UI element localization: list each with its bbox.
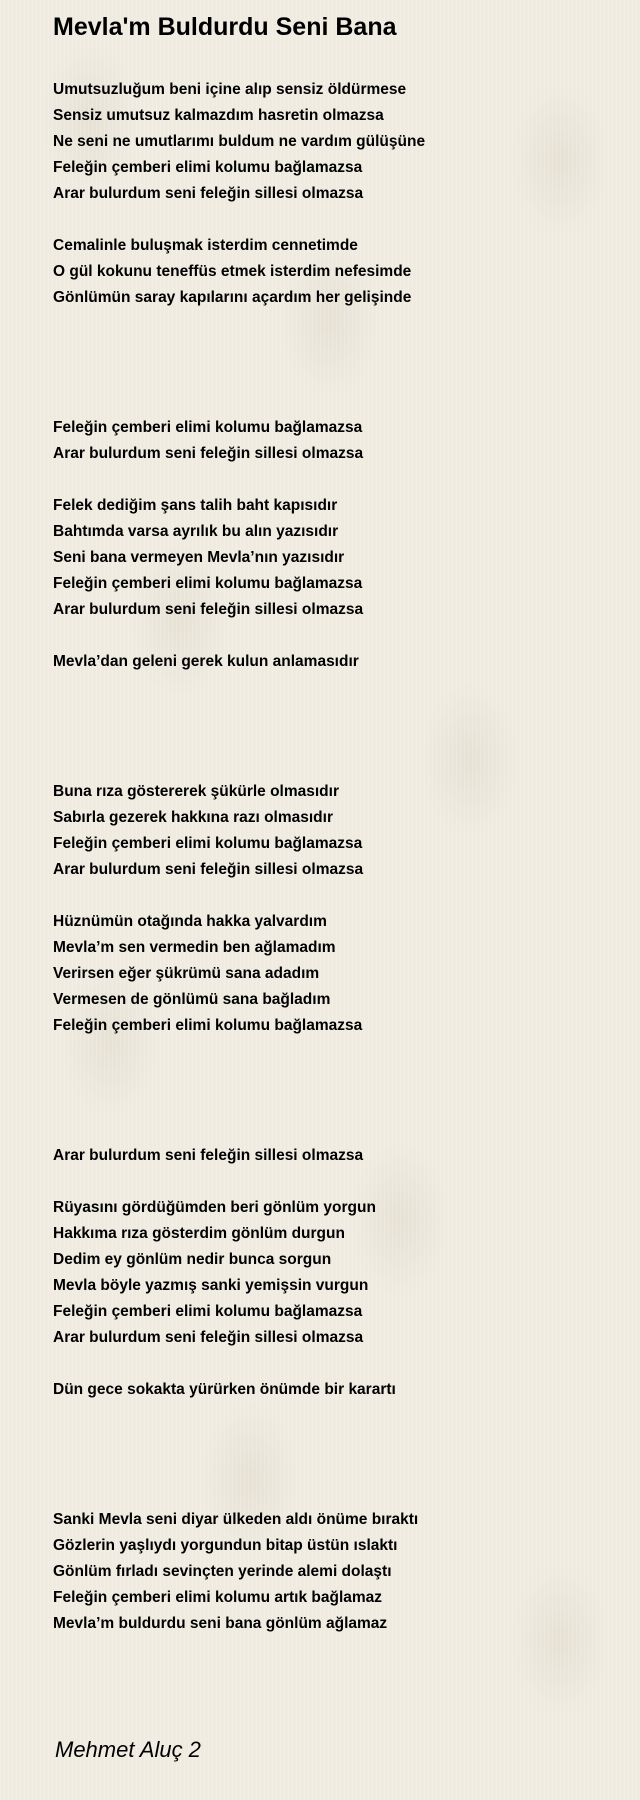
poem-line: Mevla’dan geleni gerek kulun anlamasıdır — [53, 653, 359, 670]
poem-line: Seni bana vermeyen Mevla’nın yazısıdır — [53, 549, 345, 566]
blank-line — [53, 363, 613, 389]
poem-line: Gönlümün saray kapılarını açardım her gelişinde — [53, 289, 412, 306]
blank-line — [53, 675, 613, 701]
poem-line: Sensiz umutsuz kalmazdım hasretin olmazsa — [53, 107, 384, 124]
poem-author[interactable]: Mehmet Aluç 2 — [55, 1737, 201, 1762]
poem-line: Sabırla gezerek hakkına razı olmasıdır — [53, 809, 333, 826]
poem-line: Verirsen eğer şükrümü sana adadım — [53, 965, 320, 982]
poem-line: Rüyasını gördüğümden beri gönlüm yorgun — [53, 1199, 376, 1216]
poem-line: Felek dediğim şans talih baht kapısıdır — [53, 497, 338, 514]
poem-line: Mevla böyle yazmış sanki yemişsin vurgun — [53, 1277, 369, 1294]
blank-line — [53, 1169, 613, 1195]
blank-line — [53, 467, 613, 493]
poem-line: Arar bulurdum seni feleğin sillesi olmazsa — [53, 445, 364, 462]
poem-body — [53, 77, 613, 1637]
poem-line: Buna rıza göstererek şükürle olmasıdır — [53, 783, 339, 800]
blank-line — [53, 1039, 613, 1065]
poem-line: Feleğin çemberi elimi kolumu bağlamazsa — [53, 1303, 363, 1320]
blank-line — [53, 1455, 613, 1481]
poem-line: Arar bulurdum seni feleğin sillesi olmazsa — [53, 185, 364, 202]
poem-line: Gönlüm fırladı sevinçten yerinde alemi dolaştı — [53, 1563, 392, 1580]
blank-line — [53, 1403, 613, 1429]
poem-line: Gözlerin yaşlıydı yorgundun bitap üstün ıslaktı — [53, 1537, 398, 1554]
poem-line: Dedim ey gönlüm nedir bunca sorgun — [53, 1251, 332, 1268]
poem-line: Mevla’m buldurdu seni bana gönlüm ağlamaz — [53, 1615, 388, 1632]
poem-line: Arar bulurdum seni feleğin sillesi olmazsa — [53, 1147, 364, 1164]
poem-line: Ne seni ne umutlarımı buldum ne vardım gülüşüne — [53, 133, 426, 150]
poem-line: O gül kokunu teneffüs etmek isterdim nefesimde — [53, 263, 412, 280]
poem-line: Mevla’m sen vermedin ben ağlamadım — [53, 939, 336, 956]
poem-line: Hakkıma rıza gösterdim gönlüm durgun — [53, 1225, 345, 1242]
blank-line — [53, 389, 613, 415]
blank-line — [53, 1481, 613, 1507]
poem-line: Sanki Mevla seni diyar ülkeden aldı önüme bıraktı — [53, 1511, 419, 1528]
blank-line — [53, 1429, 613, 1455]
poem-line: Umutsuzluğum beni içine alıp sensiz öldürmese — [53, 81, 407, 98]
blank-line — [53, 1351, 613, 1377]
poem-line: Arar bulurdum seni feleğin sillesi olmazsa — [53, 601, 364, 618]
blank-line — [53, 311, 613, 337]
blank-line — [53, 701, 613, 727]
poem-line: Feleğin çemberi elimi kolumu bağlamazsa — [53, 1017, 363, 1034]
poem-line: Feleğin çemberi elimi kolumu artık bağlamaz — [53, 1589, 383, 1606]
blank-line — [53, 753, 613, 779]
blank-line — [53, 623, 613, 649]
poem-title: Mevla'm Buldurdu Seni Bana — [53, 13, 397, 41]
poem-line: Feleğin çemberi elimi kolumu bağlamazsa — [53, 575, 363, 592]
blank-line — [53, 337, 613, 363]
poem-line: Feleğin çemberi elimi kolumu bağlamazsa — [53, 159, 363, 176]
poem-line: Arar bulurdum seni feleğin sillesi olmazsa — [53, 861, 364, 878]
poem-line: Arar bulurdum seni feleğin sillesi olmazsa — [53, 1329, 364, 1346]
poem-line: Hüznümün otağında hakka yalvardım — [53, 913, 327, 930]
poem-line: Bahtımda varsa ayrılık bu alın yazısıdır — [53, 523, 339, 540]
blank-line — [53, 1065, 613, 1091]
poem-line: Feleğin çemberi elimi kolumu bağlamazsa — [53, 835, 363, 852]
poem-line: Feleğin çemberi elimi kolumu bağlamazsa — [53, 419, 363, 436]
blank-line — [53, 883, 613, 909]
blank-line — [53, 1091, 613, 1117]
blank-line — [53, 207, 613, 233]
blank-line — [53, 727, 613, 753]
poem-line: Vermesen de gönlümü sana bağladım — [53, 991, 331, 1008]
poem-line: Dün gece sokakta yürürken önümde bir karartı — [53, 1381, 396, 1398]
poem-line: Cemalinle buluşmak isterdim cennetimde — [53, 237, 358, 254]
blank-line — [53, 1117, 613, 1143]
